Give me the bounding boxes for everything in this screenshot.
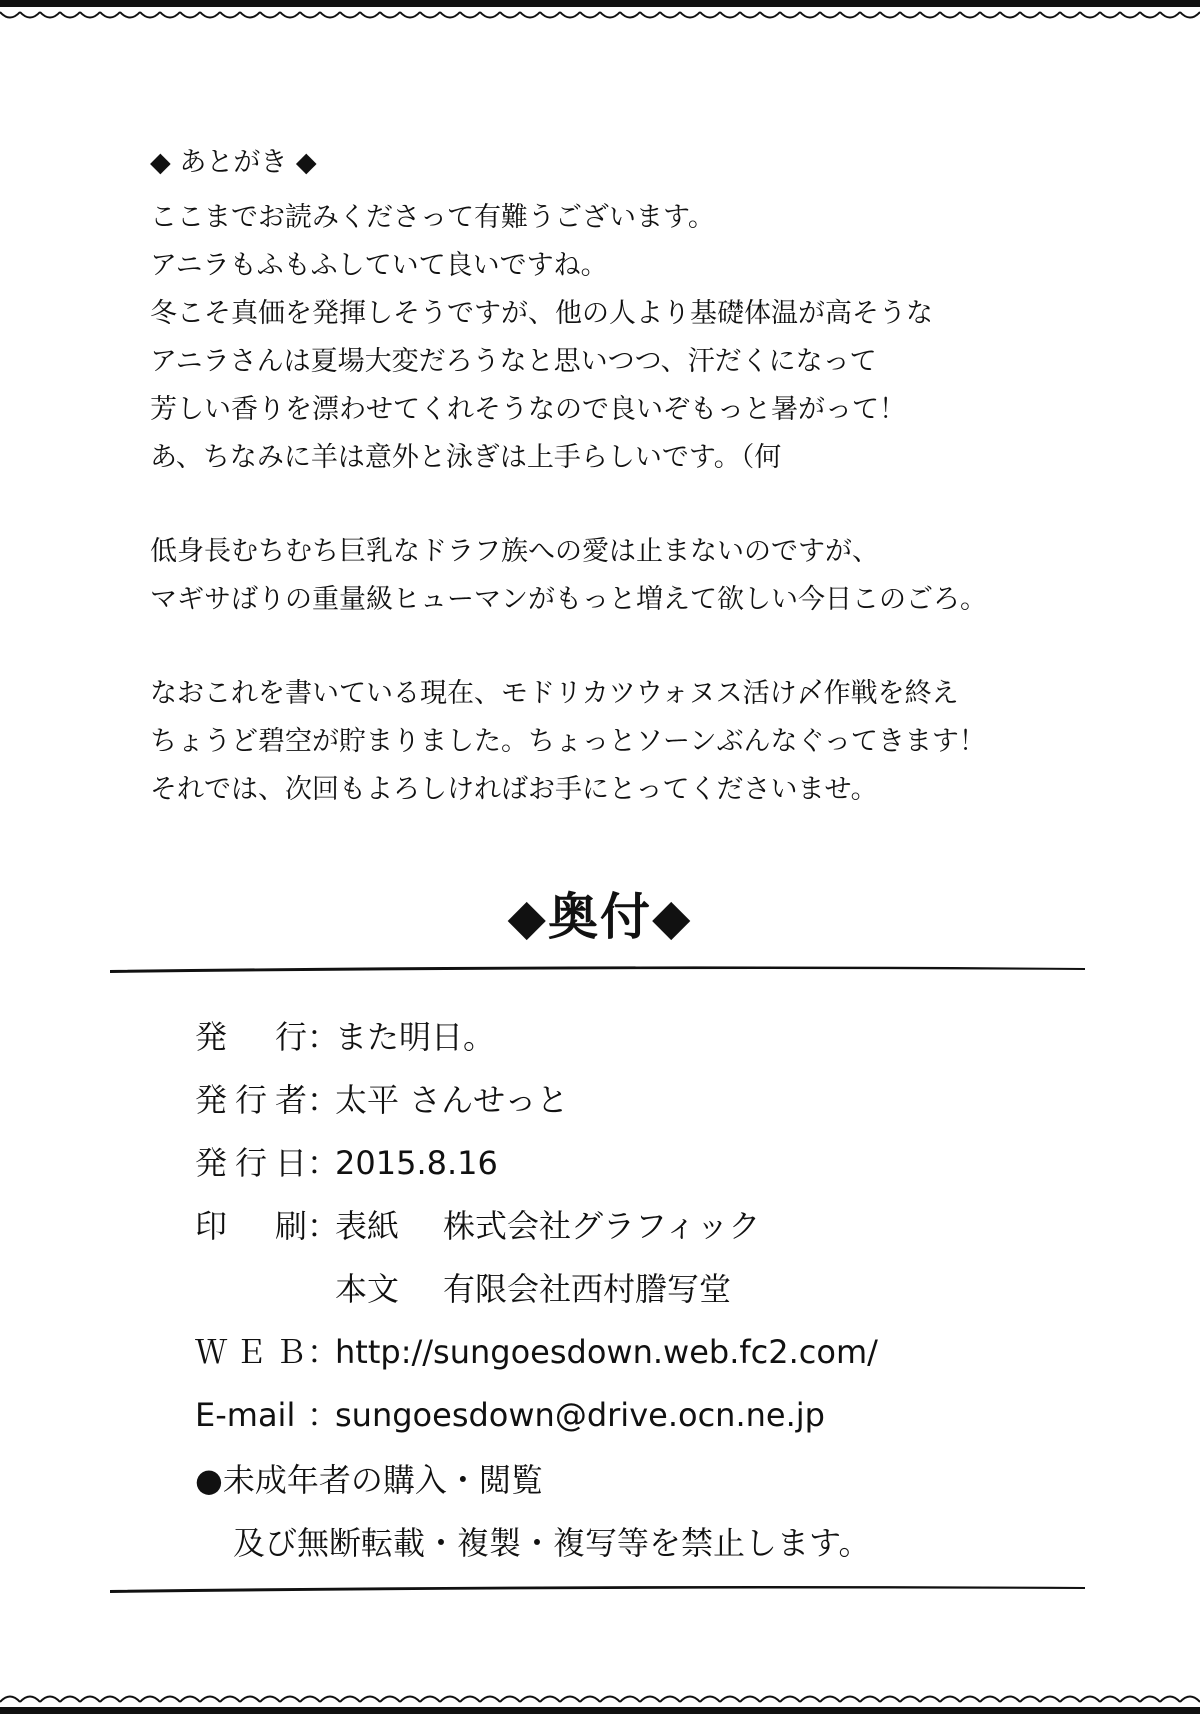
- scallop-loop: [260, 1697, 280, 1703]
- scallop-loop: [840, 1697, 860, 1703]
- scallop-loop: [760, 12, 780, 18]
- scallop-loop: [560, 1697, 580, 1703]
- border-bar: [0, 0, 1200, 7]
- scallop-loop: [1120, 1697, 1140, 1703]
- border-bar: [0, 1707, 1200, 1714]
- scallop-loop: [160, 1697, 180, 1703]
- circle-value: また明日。: [335, 1018, 496, 1056]
- scallop-loop: [980, 12, 1000, 18]
- colophon-top-rule: [110, 962, 1085, 976]
- scallop-loop: [620, 12, 640, 18]
- scallop-loop: [140, 1697, 160, 1703]
- email-label: E-mail: [195, 1396, 296, 1434]
- scallop-loop: [440, 1697, 460, 1703]
- scallop-loop: [0, 1697, 20, 1703]
- web-label: ＷＥＢ: [195, 1333, 307, 1371]
- scallop-loop: [420, 1697, 440, 1703]
- cover-value: 株式会社グラフィック: [443, 1207, 761, 1245]
- scallop-loop: [740, 12, 760, 18]
- scallop-loop: [480, 1697, 500, 1703]
- date-row: [195, 1132, 1075, 1195]
- scallop-loop: [180, 12, 200, 18]
- afterword-line: ここまでお読みくださって有難うございます。: [150, 202, 715, 233]
- scallop-loop: [60, 12, 80, 18]
- print-row: [195, 1195, 1075, 1258]
- scallop-loop: [1080, 12, 1100, 18]
- scallop-loop: [220, 12, 240, 18]
- scallop-loop: [160, 12, 180, 18]
- afterword-line: なおこれを書いている現在、モドリカツウォヌス活け〆作戦を終え: [150, 678, 959, 709]
- scallop-loop: [200, 12, 220, 18]
- scallop-loop: [960, 1697, 980, 1703]
- scallop-loop: [40, 12, 60, 18]
- scallop-loop: [980, 1697, 1000, 1703]
- print-label: 印 刷: [195, 1207, 307, 1245]
- scallop-loop: [100, 12, 120, 18]
- date-label: 発行日: [195, 1144, 307, 1182]
- afterword-section: [150, 138, 1090, 814]
- afterword-line: 芳しい香りを漂わせてくれそうなので良いぞもっと暑がって！: [150, 394, 906, 425]
- scallop-loop: [520, 12, 540, 18]
- scallop-loop: [880, 1697, 900, 1703]
- scallop-loop: [1060, 1697, 1080, 1703]
- scallop-loop: [660, 1697, 680, 1703]
- scallop-loop: [1140, 1697, 1160, 1703]
- scallop-loop: [520, 1697, 540, 1703]
- scallop-loop: [640, 12, 660, 18]
- scallop-loop: [460, 1697, 480, 1703]
- scallop-loop: [100, 1697, 120, 1703]
- web-url: http://sungoesdown.web.fc2.com/: [335, 1333, 878, 1371]
- scallop-loop: [1020, 12, 1040, 18]
- scallop-loop: [900, 1697, 920, 1703]
- scallop-loop: [940, 12, 960, 18]
- scallop-loop: [1100, 12, 1120, 18]
- scallop-loop: [740, 1697, 760, 1703]
- scallop-loop: [80, 12, 100, 18]
- colophon-section: [195, 1006, 1075, 1575]
- scallop-loop: [1100, 1697, 1120, 1703]
- colon: ：: [307, 1144, 340, 1182]
- scallop-loop: [920, 1697, 940, 1703]
- scallop-loop: [500, 12, 520, 18]
- scallop-loop: [1180, 12, 1200, 18]
- scallop-loop: [300, 12, 320, 18]
- notice-line: ●未成年者の購入・閲覧: [195, 1461, 543, 1499]
- notice-block: [195, 1449, 1075, 1575]
- scallop-loop: [120, 1697, 140, 1703]
- colon: ：: [307, 1396, 340, 1434]
- scallop-loop: [300, 1697, 320, 1703]
- scallop-loop: [1040, 1697, 1060, 1703]
- scallop-loop: [320, 1697, 340, 1703]
- scallop-loop: [480, 12, 500, 18]
- scallop-loop: [620, 1697, 640, 1703]
- scallop-loop: [720, 12, 740, 18]
- author-label: 発行者: [195, 1081, 307, 1119]
- scallop-loop: [1080, 1697, 1100, 1703]
- scallop-loop: [380, 12, 400, 18]
- colon: ：: [307, 1018, 340, 1056]
- scallop-loop: [220, 1697, 240, 1703]
- scallop-loop: [140, 12, 160, 18]
- colophon-title: ◆奥付◆: [507, 888, 693, 946]
- scallop-loop: [800, 1697, 820, 1703]
- scallop-loop: [280, 12, 300, 18]
- scallop-loop: [760, 1697, 780, 1703]
- scallop-loop: [420, 12, 440, 18]
- scallop-loop: [600, 12, 620, 18]
- scallop-loop: [360, 12, 380, 18]
- scallop-loop: [1160, 12, 1180, 18]
- afterword-heading: ◆ あとがき ◆: [150, 147, 317, 178]
- scallop-loop: [880, 12, 900, 18]
- scallop-loop: [200, 1697, 220, 1703]
- afterword-line: それでは、次回もよろしければお手にとってくださいませ。: [150, 774, 878, 805]
- scallop-loop: [280, 1697, 300, 1703]
- scallop-loop: [860, 12, 880, 18]
- scallop-loop: [1000, 12, 1020, 18]
- scallop-loop: [80, 1697, 100, 1703]
- circle-label: 発 行: [195, 1018, 307, 1056]
- scallop-loop: [820, 1697, 840, 1703]
- scallop-loop: [240, 12, 260, 18]
- body-value: 有限会社西村謄写堂: [443, 1270, 732, 1308]
- afterword-line: マギサばりの重量級ヒューマンがもっと増えて欲しい今日このごろ。: [150, 584, 987, 615]
- scallop-loop: [1020, 1697, 1040, 1703]
- scallop-loop: [680, 12, 700, 18]
- scallop-loop: [700, 12, 720, 18]
- scallop-loop: [580, 1697, 600, 1703]
- afterword-line: あ、ちなみに羊は意外と泳ぎは上手らしいです。（何: [150, 442, 782, 473]
- web-row: [195, 1321, 1075, 1384]
- scallop-loop: [600, 1697, 620, 1703]
- colon: ：: [307, 1081, 340, 1119]
- scallop-loop: [840, 12, 860, 18]
- scallop-loop: [360, 1697, 380, 1703]
- scallop-loop: [60, 1697, 80, 1703]
- scallop-loop: [340, 1697, 360, 1703]
- scallop-loop: [1120, 12, 1140, 18]
- scallop-loop: [660, 12, 680, 18]
- scallop-loop: [720, 1697, 740, 1703]
- colon: ：: [307, 1207, 340, 1245]
- scallop-loop: [540, 12, 560, 18]
- scallop-loop: [260, 12, 280, 18]
- scallop-loop: [340, 12, 360, 18]
- afterword-paragraph-2: [150, 528, 1090, 624]
- print-body-row: [195, 1258, 1075, 1321]
- afterword-line: 低身長むちむち巨乳なドラフ族への愛は止まないのですが、: [150, 536, 879, 567]
- scallop-loop: [380, 1697, 400, 1703]
- colophon-bottom-rule: [110, 1581, 1085, 1595]
- scallop-loop: [560, 12, 580, 18]
- scallop-loop: [500, 1697, 520, 1703]
- afterword-line: ちょうど碧空が貯まりました。ちょっとソーンぶんなぐってきます！: [150, 726, 986, 757]
- afterword-paragraph-3: [150, 670, 1090, 814]
- colon: ：: [307, 1333, 340, 1371]
- body-label: 本文: [335, 1270, 400, 1308]
- circle-row: [195, 1006, 1075, 1069]
- notice-line: 及び無断転載・複製・複写等を禁止します。: [233, 1524, 871, 1562]
- scallop-loop: [1040, 12, 1060, 18]
- scallop-loop: [180, 1697, 200, 1703]
- scallop-loop: [240, 1697, 260, 1703]
- scallop-loop: [0, 12, 20, 18]
- scallop-loop: [1000, 1697, 1020, 1703]
- top-scalloped-border: [0, 0, 1200, 40]
- scallop-loop: [780, 12, 800, 18]
- scallop-loop: [540, 1697, 560, 1703]
- scallop-loop: [580, 12, 600, 18]
- email-row: [195, 1384, 1075, 1447]
- scallop-loop: [20, 1697, 40, 1703]
- afterword-line: 冬こそ真価を発揮しそうですが、他の人より基礎体温が高そうな: [150, 298, 933, 329]
- scallop-loop: [440, 12, 460, 18]
- scallop-loop: [320, 12, 340, 18]
- date-value: 2015.8.16: [335, 1144, 498, 1182]
- afterword-line: アニラさんは夏場大変だろうなと思いつつ、汗だくになって: [150, 346, 877, 377]
- scallop-loop: [780, 1697, 800, 1703]
- scallop-loop: [900, 12, 920, 18]
- scallop-loop: [460, 12, 480, 18]
- author-row: [195, 1069, 1075, 1132]
- scallop-loop: [1060, 12, 1080, 18]
- afterword-line: アニラもふもふしていて良いですね。: [150, 250, 608, 281]
- scallop-loop: [40, 1697, 60, 1703]
- cover-label: 表紙: [335, 1207, 400, 1245]
- scallop-loop: [1140, 12, 1160, 18]
- scallop-loop: [1160, 1697, 1180, 1703]
- scallop-loop: [1180, 1697, 1200, 1703]
- scallop-loop: [640, 1697, 660, 1703]
- scallop-loop: [960, 12, 980, 18]
- author-value: 太平 さんせっと: [335, 1081, 569, 1119]
- scallop-loop: [860, 1697, 880, 1703]
- afterword-paragraph-1: [150, 194, 1090, 482]
- scallop-loop: [820, 12, 840, 18]
- scallop-loop: [700, 1697, 720, 1703]
- scallop-loop: [920, 12, 940, 18]
- scallop-loop: [680, 1697, 700, 1703]
- scallop-loop: [400, 1697, 420, 1703]
- scallop-loop: [120, 12, 140, 18]
- scallop-loop: [20, 12, 40, 18]
- scallop-loop: [400, 12, 420, 18]
- scallop-loop: [800, 12, 820, 18]
- email-address: sungoesdown@drive.ocn.ne.jp: [335, 1396, 825, 1434]
- bottom-scalloped-border: [0, 1674, 1200, 1714]
- scallop-loop: [940, 1697, 960, 1703]
